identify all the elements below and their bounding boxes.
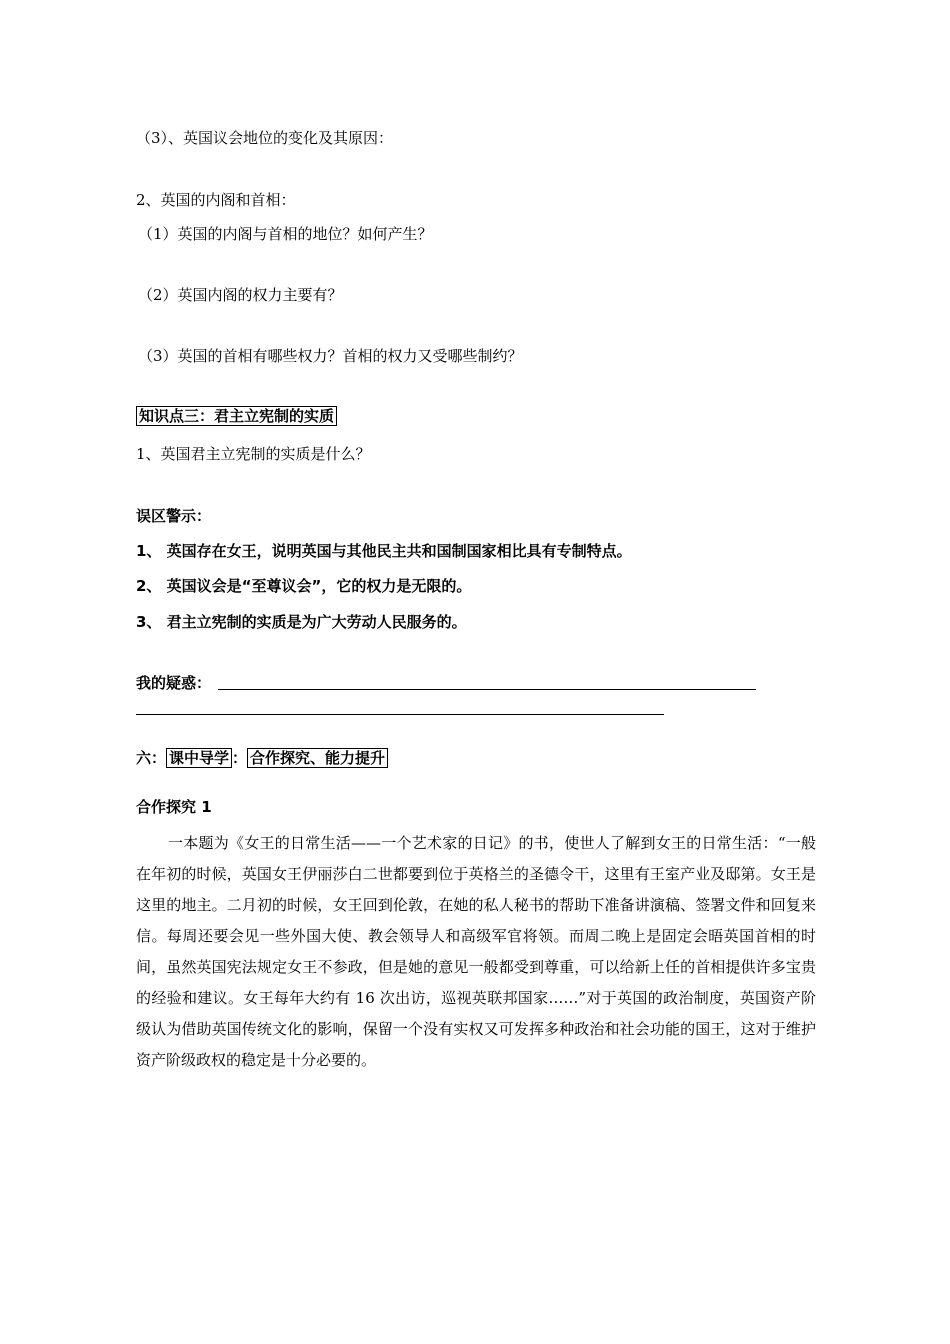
misconception-item-1: 1、 英国存在女王，说明英国与其他民主共和国制国家相比具有专制特点。 xyxy=(136,542,632,560)
misconception-item-2: 2、 英国议会是“至尊议会”，它的权力是无限的。 xyxy=(136,577,472,595)
section-2-heading: 2、英国的内阁和首相： xyxy=(136,191,296,209)
question-cabinet-power: （2）英国内阁的权力主要有？ xyxy=(138,286,343,304)
question-pm-power: （3）英国的首相有哪些权力？首相的权力又受哪些制约？ xyxy=(138,347,523,365)
question-cabinet-pm-status: （1）英国的内阁与首相的地位？如何产生？ xyxy=(138,225,433,243)
misconception-item-3: 3、 君主立宪制的实质是为广大劳动人民服务的。 xyxy=(136,613,467,631)
misconception-warning-heading: 误区警示： xyxy=(136,507,212,525)
doubt-answer-line-1[interactable] xyxy=(218,689,756,690)
cooperation-1-text: 一本题为《女王的日常生活——一个艺术家的日记》的书，使世人了解到女王的日常生活：“一般在年初的时候，英国女王伊丽莎白二世都要到位于英格兰的圣德令干，这里有王室产业及邸第。女王是这里的地主。二月初的时候，女王回到伦敦，在她的私人秘书的帮助下准备讲演稿、签署文件和回复来信。每周还要会见一些外国大使、教会领导人和高级军官将领。而周二晚上是固定会晤英国首相的时间，虽然英国宪法规定女王不参政，但是她的意见一般都受到尊重，可以给新上任的首相提供许多宝贵的经验和建议。女王每年大约有 16 次出访，巡视英联邦国家……”对于英国的政治制度，英国资产阶级认为借助英国传统文化的影响，保留一个没有实权又可发挥多种政治和社会功能的国王，这对于维护资产阶级政权的稳定是十分必要的。 xyxy=(136,834,816,1069)
section-6-box-cooperation: 合作探究、能力提升 xyxy=(247,748,388,768)
section-6-prefix: 六： xyxy=(136,749,167,767)
section-6-heading xyxy=(136,748,388,768)
knowledge-point-3-heading xyxy=(136,406,337,426)
doubt-answer-line-2[interactable] xyxy=(136,714,664,715)
question-constitutional-essence: 1、英国君主立宪制的实质是什么？ xyxy=(136,445,371,463)
question-3-parliament-status: （3）、英国议会地位的变化及其原因： xyxy=(136,129,394,147)
cooperation-1-title: 合作探究 1 xyxy=(136,798,212,816)
my-doubt-label: 我的疑惑： xyxy=(136,674,212,692)
section-6-colon: ： xyxy=(232,749,248,767)
section-6-box-guide: 课中导学 xyxy=(166,748,232,768)
knowledge-point-3-title: 知识点三：君主立宪制的实质 xyxy=(136,406,337,426)
cooperation-1-paragraph xyxy=(136,828,816,1076)
